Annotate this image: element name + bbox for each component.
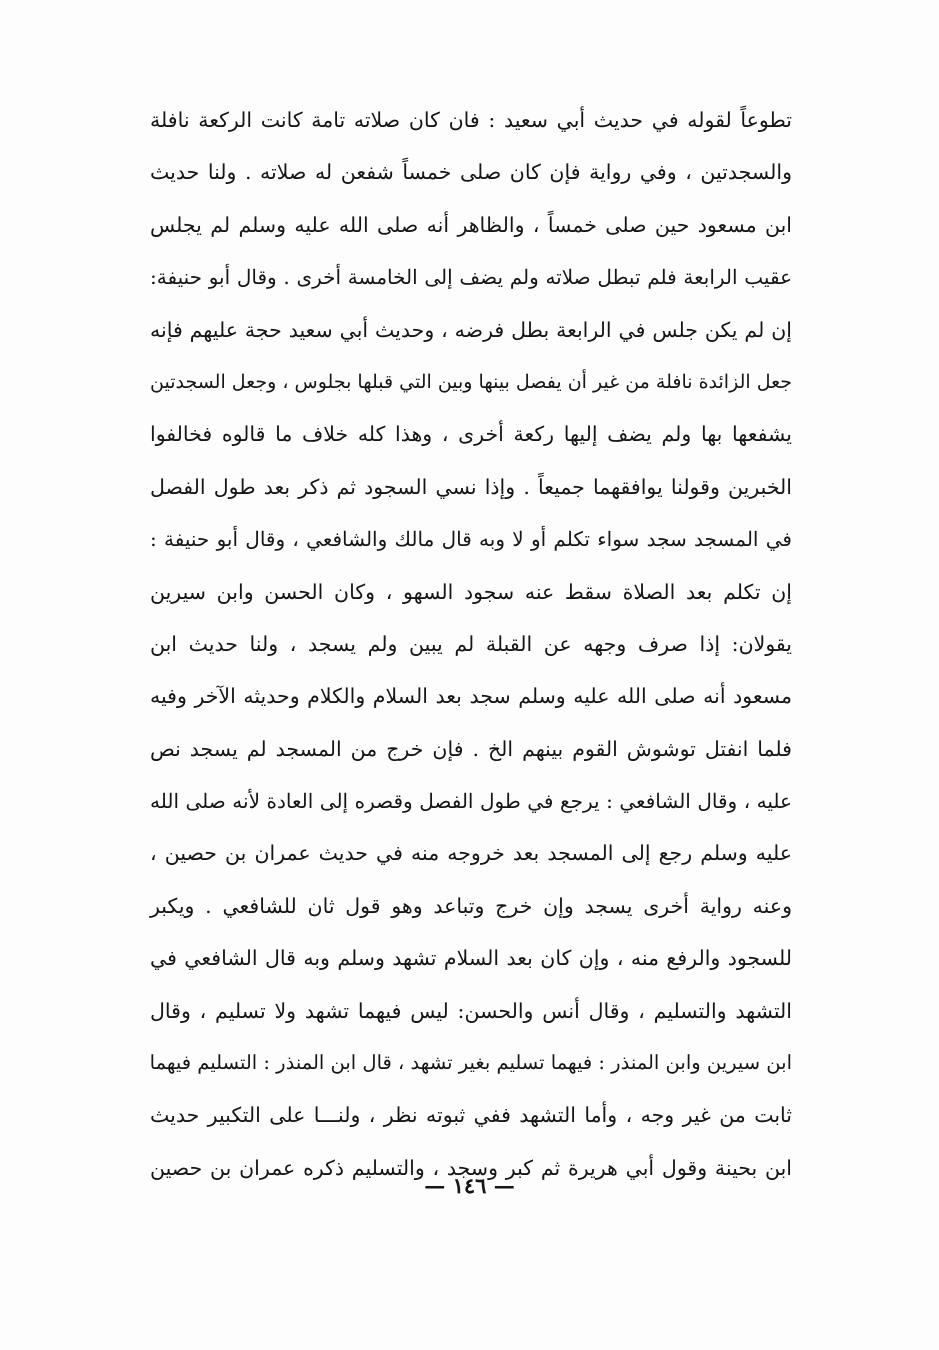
text-line: وعنه رواية أخرى يسجد وإن خرج وتباعد وهو قول ثان للشافعي . ويكبر — [150, 893, 792, 918]
text-line: للسجود والرفع منه ، وإن كان بعد السلام تشهد وسلم وبه قال الشافعي في — [150, 946, 792, 971]
text-line: والسجدتين ، وفي رواية فإن كان صلى خمساً شفعن له صلاته . ولنا حديث — [150, 160, 792, 185]
text-line: ابن بحينة وقول أبي هريرة ثم كبر وسجد ، والتسليم ذكره عمران بن حصين — [150, 1155, 792, 1180]
text-line: إن لم يكن جلس في الرابعة بطل فرضه ، وحديث أبي سعيد حجة عليهم فإنه — [150, 317, 792, 342]
text-line: فلما انفتل توشوش القوم بينهم الخ . فإن خرج من المسجد لم يسجد نص — [150, 736, 792, 761]
text-line: التشهد والتسليم ، وقال أنس والحسن: ليس فيهما تشهد ولا تسليم ، وقال — [150, 998, 792, 1023]
body-text — [150, 94, 792, 1194]
text-line: إن تكلم بعد الصلاة سقط عنه سجود السهو ، وكان الحسن وابن سيرين — [150, 579, 792, 604]
text-line: عليه وسلم رجع إلى المسجد بعد خروجه منه في حديث عمران بن حصين ، — [150, 841, 792, 866]
text-line: في المسجد سجد سواء تكلم أو لا وبه قال مالك والشافعي ، وقال أبو حنيفة : — [150, 527, 792, 552]
text-line: جعل الزائدة نافلة من غير أن يفصل بينها وبين التي قبلها بجلوس ، وجعل السجدتين — [150, 370, 792, 393]
text-line: الخبرين وقولنا يوافقهما جميعاً . وإذا نسي السجود ثم ذكر بعد طول الفصل — [150, 474, 792, 499]
text-line: يشفعها بها ولم يضف إليها ركعة أخرى ، وهذا كله خلاف ما قالوه فخالفوا — [150, 422, 792, 447]
text-line: ثابت من غير وجه ، وأما التشهد ففي ثبوته نظر ، ولنـــا على التكبير حديث — [150, 1103, 792, 1128]
text-line: تطوعاً لقوله في حديث أبي سعيد : فان كان صلاته تامة كانت الركعة نافلة — [150, 108, 792, 132]
text-line: عقيب الرابعة فلم تبطل صلاته ولم يضف إلى الخامسة أخرى . وقال أبو حنيفة: — [150, 265, 792, 290]
text-line: ابن مسعود حين صلى خمساً ، والظاهر أنه صلى الله عليه وسلم لم يجلس — [150, 212, 792, 237]
text-line: يقولان: إذا صرف وجهه عن القبلة لم يبين ولم يسجد ، ولنا حديث ابن — [150, 631, 792, 656]
text-line: ابن سيرين وابن المنذر : فيهما تسليم بغير تشهد ، قال ابن المنذر : التسليم فيهما — [149, 1051, 792, 1075]
text-line: مسعود أنه صلى الله عليه وسلم سجد بعد السلام والكلام وحديثه الآخر وفيه — [150, 684, 792, 709]
page-number: — ١٤٦ — — [424, 1173, 515, 1198]
text-line: عليه ، وقال الشافعي : يرجع في طول الفصل وقصره إلى العادة لأنه صلى الله — [150, 789, 792, 814]
